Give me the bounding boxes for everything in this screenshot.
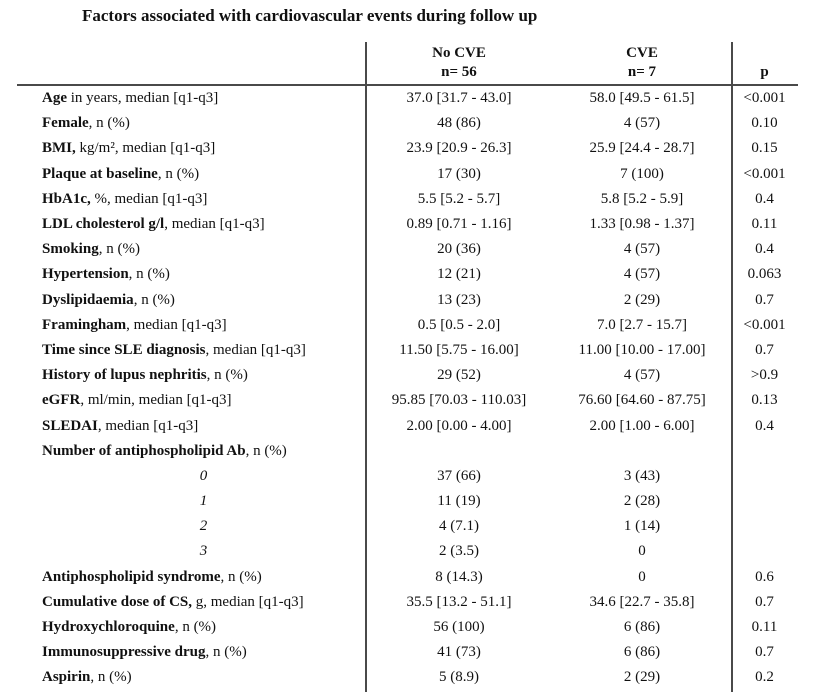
cve-value: 2.00 [1.00 - 6.00] [589, 417, 695, 434]
p-value: 0.11 [751, 216, 778, 233]
table-row [17, 464, 798, 489]
table-row [17, 615, 798, 640]
factors-table [17, 42, 798, 692]
table-row [17, 86, 798, 111]
cve-value: 76.60 [64.60 - 87.75] [578, 392, 706, 409]
no-cve-value: 2 (3.5) [439, 543, 479, 560]
row-label: Smoking, n (%) [42, 241, 140, 258]
p-value: 0.6 [755, 568, 774, 585]
no-cve-value: 12 (21) [437, 266, 481, 283]
table-row [17, 338, 798, 363]
table-header-row [17, 42, 798, 84]
row-label: eGFR, ml/min, median [q1-q3] [42, 392, 232, 409]
row-label: Antiphospholipid syndrome, n (%) [42, 568, 262, 585]
cve-value: 7.0 [2.7 - 15.7] [597, 316, 687, 333]
table-row [17, 413, 798, 438]
cve-value: 4 (57) [623, 241, 661, 258]
table-row [17, 514, 798, 539]
row-label: Number of antiphospholipid Ab, n (%) [42, 442, 287, 459]
cve-value: 3 (43) [623, 467, 661, 484]
cve-value: 11.00 [10.00 - 17.00] [578, 341, 706, 358]
cve-value: 6 (86) [623, 619, 661, 636]
p-value: <0.001 [743, 90, 786, 107]
table-row [17, 262, 798, 287]
cve-value: 6 (86) [623, 644, 661, 661]
row-label: Female, n (%) [42, 115, 130, 132]
row-label: 3 [199, 543, 208, 560]
header-cve-label: CVE [626, 45, 658, 61]
row-label: LDL cholesterol g/l, median [q1-q3] [42, 216, 265, 233]
row-label: SLEDAI, median [q1-q3] [42, 417, 199, 434]
cve-value: 1.33 [0.98 - 1.37] [589, 216, 695, 233]
table-row [17, 590, 798, 615]
table-row [17, 187, 798, 212]
no-cve-value: 37.0 [31.7 - 43.0] [406, 90, 512, 107]
p-value: 0.7 [755, 341, 774, 358]
p-value: 0.11 [751, 619, 778, 636]
row-label: Plaque at baseline, n (%) [42, 165, 200, 182]
cve-value: 2 (29) [623, 669, 661, 686]
header-no-cve-label: No CVE [432, 45, 486, 61]
table-row [17, 111, 798, 136]
table-row [17, 136, 798, 161]
table-row [17, 439, 798, 464]
row-label: Time since SLE diagnosis, median [q1-q3] [42, 341, 306, 358]
header-no-cve [365, 44, 553, 82]
table-row [17, 388, 798, 413]
table-body [17, 86, 798, 691]
row-label: Hydroxychloroquine, n (%) [42, 619, 217, 636]
row-label: Dyslipidaemia, n (%) [42, 291, 175, 308]
p-value: <0.001 [743, 316, 786, 333]
p-value: 0.063 [747, 266, 782, 283]
no-cve-value: 17 (30) [437, 165, 481, 182]
table-row [17, 539, 798, 564]
p-value: 0.15 [751, 140, 778, 157]
row-label: Immunosuppressive drug, n (%) [42, 644, 247, 661]
no-cve-value: 35.5 [13.2 - 51.1] [406, 593, 512, 610]
no-cve-value: 23.9 [20.9 - 26.3] [406, 140, 512, 157]
p-value: 0.2 [755, 669, 774, 686]
row-label: 0 [199, 467, 208, 484]
no-cve-value: 4 (7.1) [439, 518, 479, 535]
no-cve-value: 13 (23) [437, 291, 481, 308]
row-label: Cumulative dose of CS, g, median [q1-q3] [42, 593, 304, 610]
table-title: Factors associated with cardiovascular events during follow up [82, 6, 538, 25]
row-label: Age in years, median [q1-q3] [42, 90, 219, 107]
p-value: 0.4 [755, 190, 774, 207]
no-cve-value: 8 (14.3) [435, 568, 483, 585]
p-value: 0.7 [755, 593, 774, 610]
table-row [17, 212, 798, 237]
table-row [17, 640, 798, 665]
no-cve-value: 2.00 [0.00 - 4.00] [406, 417, 512, 434]
no-cve-value: 5.5 [5.2 - 5.7] [417, 190, 501, 207]
p-value: 0.4 [755, 241, 774, 258]
header-no-cve-n: n= 56 [441, 64, 477, 80]
cve-value: 58.0 [49.5 - 61.5] [589, 90, 695, 107]
cve-value: 25.9 [24.4 - 28.7] [589, 140, 695, 157]
no-cve-value: 11 (19) [437, 493, 481, 510]
table-row [17, 665, 798, 690]
row-label: History of lupus nephritis, n (%) [42, 367, 248, 384]
cve-value: 2 (29) [623, 291, 661, 308]
header-cve [553, 44, 731, 82]
row-label: BMI, kg/m², median [q1-q3] [42, 140, 216, 157]
no-cve-value: 11.50 [5.75 - 16.00] [399, 341, 519, 358]
no-cve-value: 5 (8.9) [439, 669, 479, 686]
no-cve-value: 48 (86) [437, 115, 481, 132]
no-cve-value: 56 (100) [433, 619, 485, 636]
row-label: 1 [199, 493, 208, 510]
header-p [731, 42, 798, 84]
p-value: 0.4 [755, 417, 774, 434]
row-label: Aspirin, n (%) [42, 669, 132, 686]
table-row [17, 489, 798, 514]
table-row [17, 288, 798, 313]
cve-value: 4 (57) [623, 367, 661, 384]
no-cve-value: 20 (36) [437, 241, 481, 258]
table-row [17, 162, 798, 187]
cve-value: 0 [638, 543, 646, 560]
row-label: Framingham, median [q1-q3] [42, 316, 227, 333]
row-label: 2 [199, 518, 208, 535]
p-value: 0.13 [751, 392, 778, 409]
table-row [17, 363, 798, 388]
cve-value: 34.6 [22.7 - 35.8] [589, 593, 695, 610]
table-row [17, 237, 798, 262]
no-cve-value: 29 (52) [437, 367, 481, 384]
header-p-label: p [760, 64, 769, 80]
no-cve-value: 41 (73) [437, 644, 481, 661]
no-cve-value: 37 (66) [437, 467, 481, 484]
cve-value: 0 [638, 568, 646, 585]
p-value: 0.10 [751, 115, 778, 132]
p-value: >0.9 [750, 367, 779, 384]
no-cve-value: 0.89 [0.71 - 1.16] [406, 216, 512, 233]
header-cve-n: n= 7 [627, 64, 657, 80]
cve-value: 2 (28) [623, 493, 661, 510]
p-value: <0.001 [743, 165, 786, 182]
row-label: Hypertension, n (%) [42, 266, 170, 283]
table-row [17, 313, 798, 338]
no-cve-value: 0.5 [0.5 - 2.0] [417, 316, 501, 333]
cve-value: 5.8 [5.2 - 5.9] [600, 190, 684, 207]
cve-value: 7 (100) [620, 165, 664, 182]
p-value: 0.7 [755, 291, 774, 308]
table-row [17, 565, 798, 590]
cve-value: 1 (14) [623, 518, 661, 535]
cve-value: 4 (57) [623, 266, 661, 283]
row-label: HbA1c, %, median [q1-q3] [42, 190, 208, 207]
no-cve-value: 95.85 [70.03 - 110.03] [391, 392, 527, 409]
p-value: 0.7 [755, 644, 774, 661]
cve-value: 4 (57) [623, 115, 661, 132]
